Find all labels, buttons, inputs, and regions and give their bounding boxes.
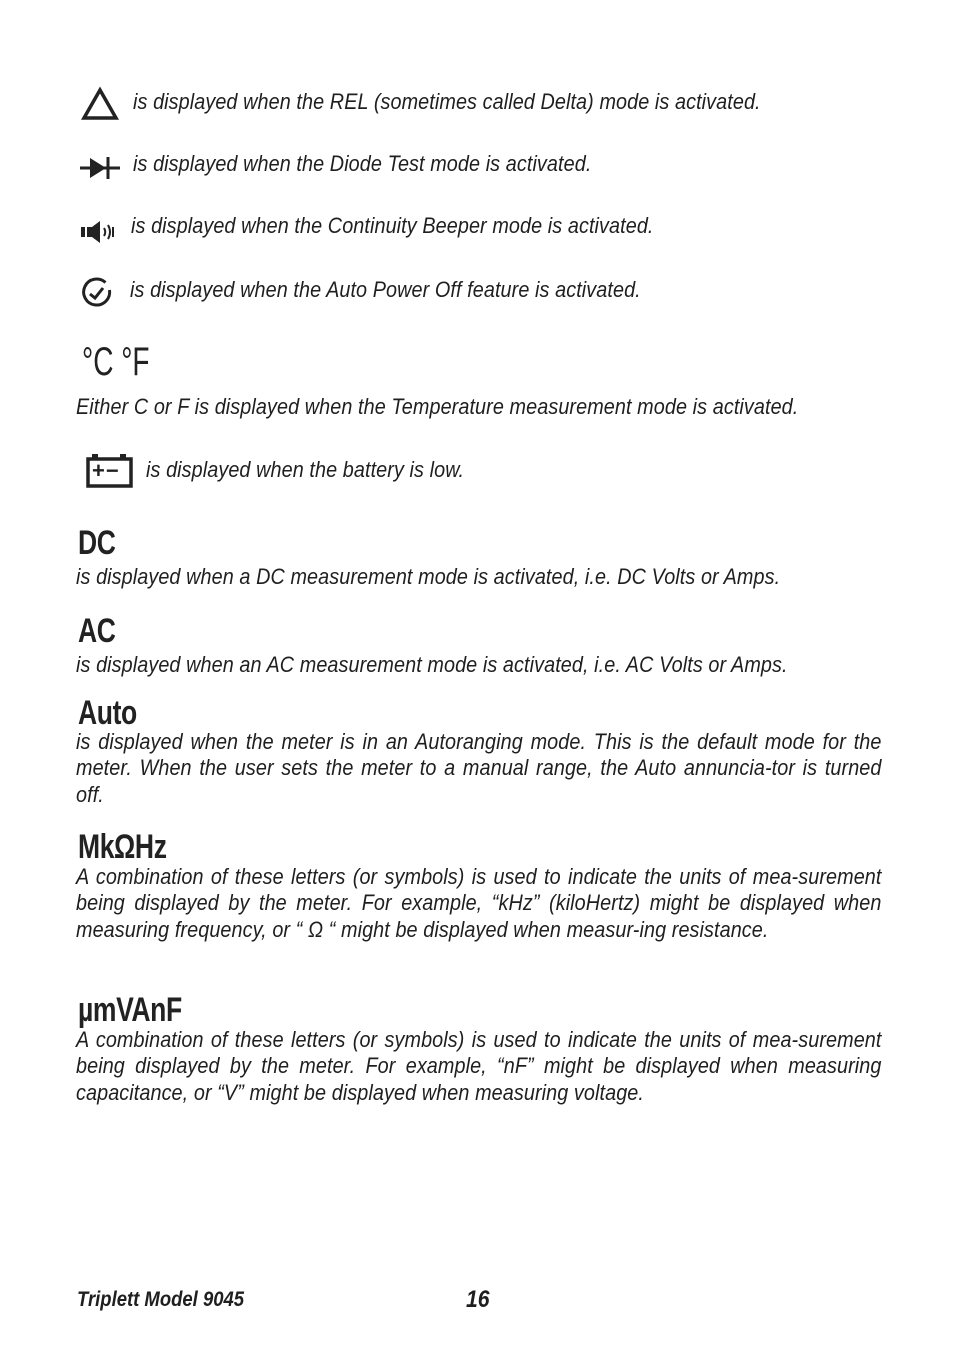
ac-description: is displayed when an AC measurement mode is activated, i.e. AC Volts or Amps. bbox=[76, 652, 788, 677]
footer-model: Triplett Model 9045 bbox=[77, 1288, 245, 1311]
diode-description: is displayed when the Diode Test mode is activated. bbox=[133, 151, 592, 176]
dc-annunciator: DC bbox=[78, 524, 116, 562]
battery-description: is displayed when the battery is low. bbox=[146, 457, 465, 482]
mkohz-annunciator: MkΩHz bbox=[78, 828, 167, 866]
diode-icon bbox=[78, 153, 122, 183]
temperature-description: Either C or F is displayed when the Temperature measurement mode is activated. bbox=[76, 394, 799, 419]
auto-power-off-icon bbox=[80, 276, 114, 310]
dc-description: is displayed when a DC measurement mode is activated, i.e. DC Volts or Amps. bbox=[76, 564, 781, 589]
apo-description: is displayed when the Auto Power Off feature is activated. bbox=[130, 277, 641, 302]
page-number: 16 bbox=[466, 1286, 490, 1313]
battery-icon bbox=[86, 452, 134, 490]
delta-icon bbox=[80, 86, 120, 122]
speaker-icon bbox=[80, 219, 118, 245]
ac-annunciator: AC bbox=[78, 612, 116, 650]
umvanf-annunciator: µmVAnF bbox=[78, 991, 182, 1029]
beeper-description: is displayed when the Continuity Beeper mode is activated. bbox=[131, 213, 654, 238]
mkohz-description: A combination of these letters (or symbols) is used to indicate the units of mea-surement being displayed by the meter. For example, “kHz” (kiloHertz) might be displayed when measuring frequency, or “ Ω “ might be displayed when measur-ing resistance. bbox=[76, 864, 882, 942]
umvanf-description: A combination of these letters (or symbols) is used to indicate the units of mea-surement being displayed by the meter. For example, “nF” might be displayed when measuring capacitance, or “V” might be displayed when measuring voltage. bbox=[76, 1027, 882, 1105]
auto-description: is displayed when the meter is in an Autoranging mode. This is the default mode for the meter. When the user sets the meter to a manual range, the Auto annuncia-tor is turned off. bbox=[76, 729, 882, 807]
temperature-annunciator: °C °F bbox=[82, 340, 150, 384]
rel-description: is displayed when the REL (sometimes called Delta) mode is activated. bbox=[133, 89, 761, 114]
battery-polarity: +− bbox=[92, 458, 120, 483]
auto-annunciator: Auto bbox=[78, 694, 137, 732]
